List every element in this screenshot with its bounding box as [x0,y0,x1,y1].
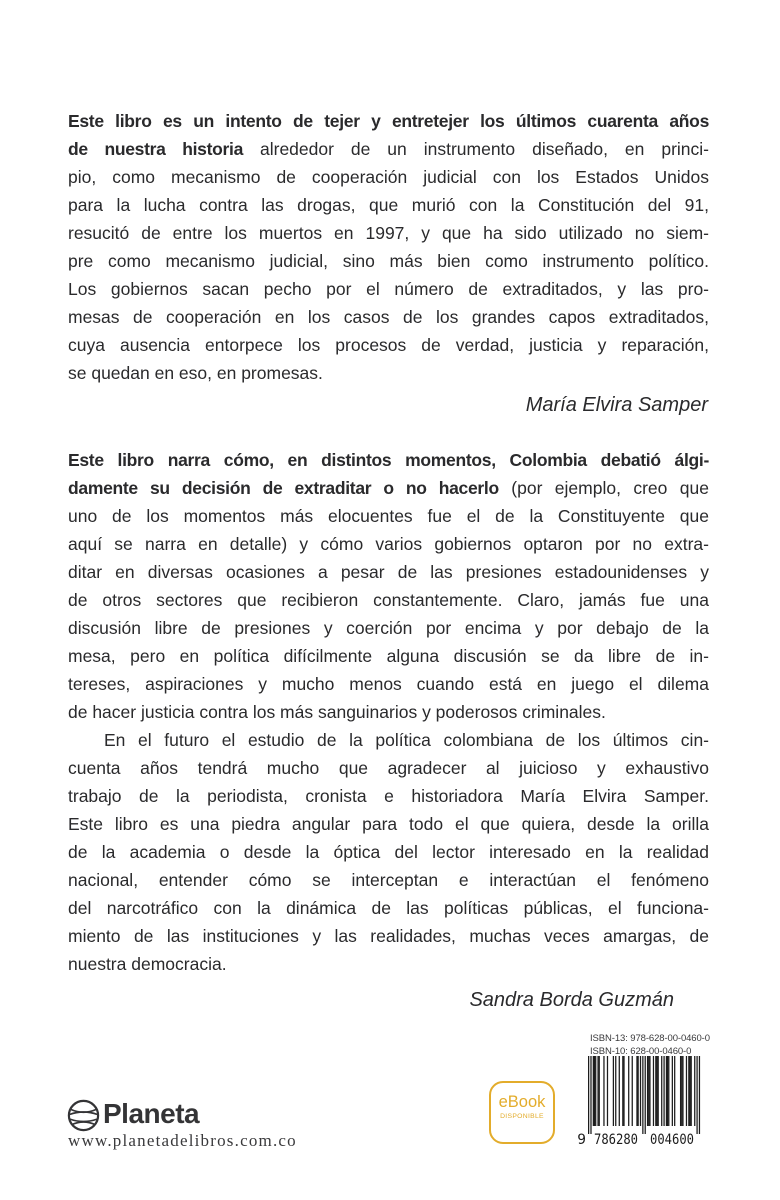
blurb-second [68,446,709,978]
blurb-line: cuya ausencia entorpece los procesos de verdad, justicia y reparación, [68,335,709,355]
blurb-line: Los gobiernos sacan pecho por el número de extraditados, y las pro- [68,279,709,299]
blurb-line: para la lucha contra las drogas, que murió con la Constitución del 91, [68,195,709,215]
svg-text:004600: 004600 [650,1132,694,1146]
svg-text:786280: 786280 [594,1132,638,1146]
blurb-line: resucitó de entre los muertos en 1997, y que ha sido utilizado no siem- [68,223,709,243]
blurb-line: pio, como mecanismo de cooperación judicial con los Estados Unidos [68,167,709,187]
ean13-barcode [576,1054,702,1146]
blurb-line: uno de los momentos más elocuentes fue el de la Constituyente que [68,506,709,526]
blurb-line: trabajo de la periodista, cronista e historiadora María Elvira Samper. [68,786,709,806]
blurb-line: pre como mecanismo judicial, sino más bien como instrumento político. [68,251,709,271]
planeta-globe-icon [67,1099,100,1132]
blurb-line: de otros sectores que recibieron constantemente. Claro, jamás fue una [68,590,709,610]
blurb-line: se quedan en eso, en promesas. [68,363,323,383]
blurb-line: mesas de cooperación en los casos de los grandes capos extraditados, [68,307,709,327]
signature-sandra-borda-guzman: Sandra Borda Guzmán [469,989,674,1011]
blurb-line: del narcotráfico con la dinámica de las políticas públicas, el funciona- [68,898,709,918]
blurb-line: miento de las instituciones y las realidades, muchas veces amargas, de [68,926,709,946]
blurb-line: Este libro es un intento de tejer y entretejer los últimos cuarenta años [68,111,709,131]
blurb-line: de la academia o desde la óptica del lector interesado en la realidad [68,842,709,862]
blurb-line: de nuestra historia alrededor de un instrumento diseñado, en princi- [68,139,709,159]
blurb-line: tereses, aspiraciones y mucho menos cuando está en juego el dilema [68,674,709,694]
svg-text:9: 9 [577,1132,586,1146]
blurb-line: aquí se narra en detalle) y cómo varios gobiernos optaron por no extra- [68,534,709,554]
publisher-name: Planeta [103,1098,200,1129]
signature-maria-elvira-samper: María Elvira Samper [525,394,708,416]
isbn10-label: ISBN-10: 628-00-0460-0 [590,1045,692,1057]
blurb-line: damente su decisión de extraditar o no hacerlo (por ejemplo, creo que [68,478,709,498]
blurb-line: Este libro es una piedra angular para todo el que quiera, desde la orilla [68,814,709,834]
blurb-line: mesa, pero en política difícilmente alguna discusión se da libre de in- [68,646,709,666]
blurb-line: En el futuro el estudio de la política colombiana de los últimos cin- [104,730,709,750]
blurb-line: discusión libre de presiones y coerción por encima y por debajo de la [68,618,709,638]
isbn13-label: ISBN-13: 978-628-00-0460-0 [590,1033,710,1044]
blurb-line: nuestra democracia. [68,954,227,974]
blurb-first [68,107,709,387]
ebook-badge [489,1081,555,1144]
blurb-line: nacional, entender cómo se interceptan e interactúan el fenómeno [68,870,709,890]
ebook-badge-subtitle: DISPONIBLE [500,1113,544,1120]
publisher-url: www.planetadelibros.com.co [68,1131,297,1150]
blurb-line: ditar en diversas ocasiones a pesar de las presiones estadounidenses y [68,562,709,582]
blurb-line: de hacer justicia contra los más sanguinarios y poderosos criminales. [68,702,606,722]
blurb-line: cuenta años tendrá mucho que agradecer al juicioso y exhaustivo [68,758,709,778]
ebook-badge-title: eBook [498,1093,546,1111]
blurb-line: Este libro narra cómo, en distintos momentos, Colombia debatió álgi- [68,450,709,470]
